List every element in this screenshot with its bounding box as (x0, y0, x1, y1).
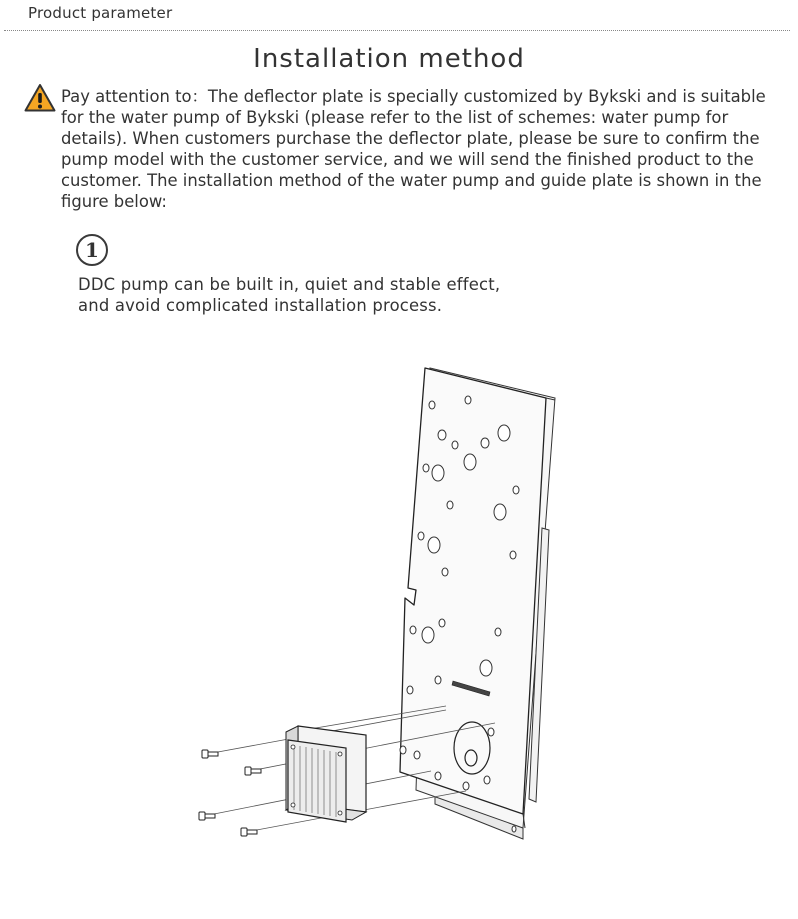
screws (199, 750, 261, 836)
dotted-divider (4, 30, 790, 31)
page-title: Installation method (253, 44, 525, 74)
notice-text: Pay attention to：The deflector plate is specially customized by Bykski and is suitable for the water pump of Bykski (please refer to the list of schemes: water pump for details). When customers purchase the deflector plate, please be sure to confirm the pump model with the customer service, and we will send the finished product to the customer. The installation method of the water pump and guide plate is shown in the figure below: (61, 87, 766, 211)
warning-icon (24, 83, 56, 113)
step-description (78, 274, 558, 316)
section-label: Product parameter (28, 4, 173, 22)
step-line-2: and avoid complicated installation process. (78, 296, 443, 315)
step-line-1: DDC pump can be built in, quiet and stable effect, (78, 275, 501, 294)
ddc-pump (286, 726, 366, 822)
step-number-badge: 1 (76, 234, 108, 266)
installation-diagram (180, 340, 600, 880)
